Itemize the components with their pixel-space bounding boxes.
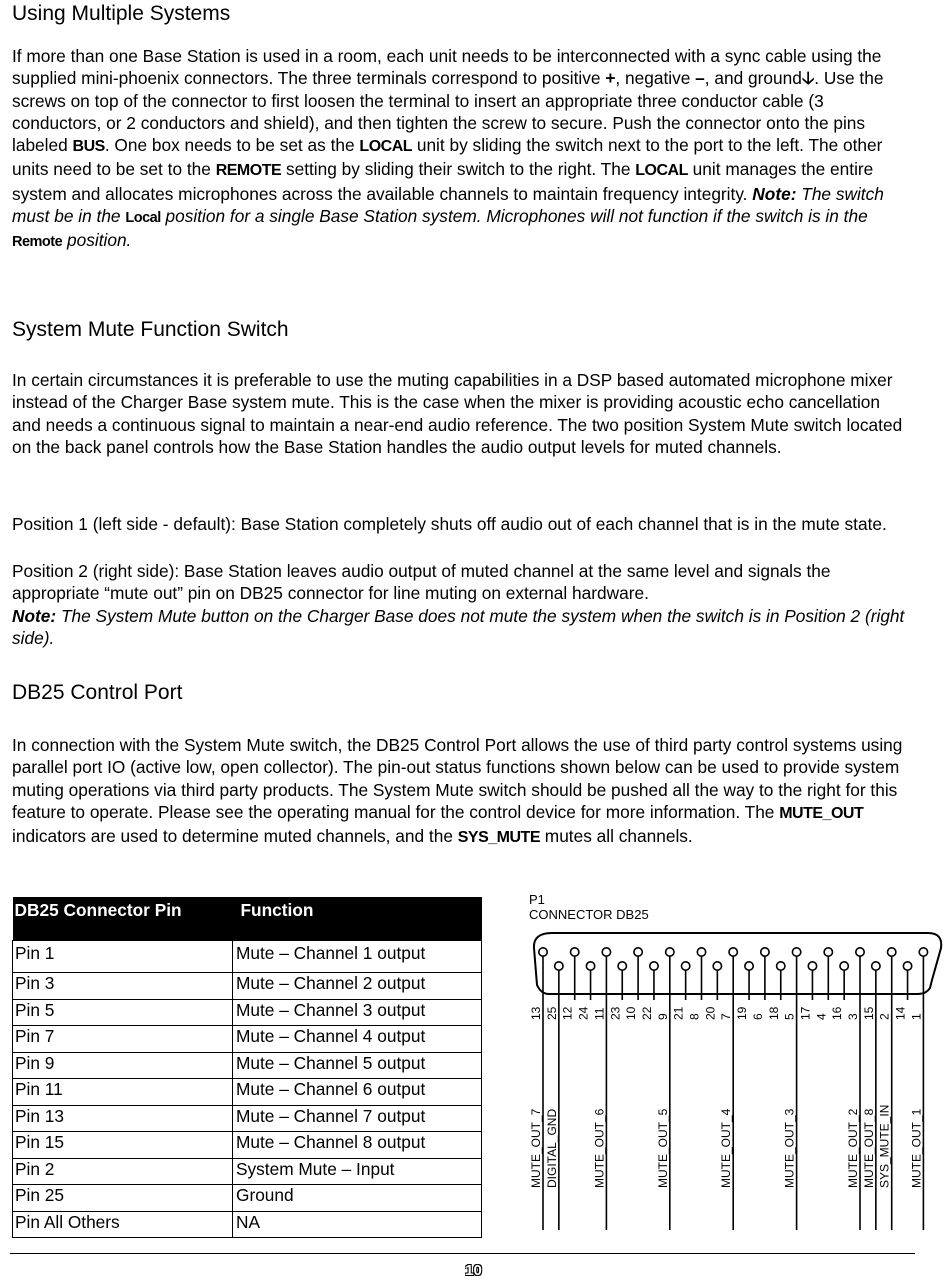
keyword-sys-mute: SYS_MUTE: [457, 829, 540, 847]
signal-label: MUTE_OUT_1: [909, 1108, 924, 1188]
header-function: Function: [233, 897, 482, 941]
pin-number-label: 18: [766, 1006, 781, 1020]
pin-cell: Pin 3: [13, 973, 233, 1000]
table-row: [13, 1052, 482, 1079]
signal-label: MUTE_OUT_7: [529, 1108, 543, 1188]
keyword-remote: REMOTE: [215, 162, 282, 180]
pin-number-label: 22: [639, 1006, 654, 1020]
pin-number-label: 23: [608, 1006, 623, 1020]
header-pin: DB25 Connector Pin: [13, 897, 233, 941]
pin-number-label: 17: [798, 1006, 813, 1020]
pin-1-contact: [919, 948, 927, 956]
table-row: [13, 973, 482, 1000]
table-row: [13, 1158, 482, 1185]
pin-16-contact: [840, 962, 848, 970]
paragraph-position-1: Position 1 (left side - default): Base Station completely shuts off audio out of each channel that is in the mute state.: [12, 514, 887, 534]
pin-number-label: 1: [909, 1013, 924, 1020]
heading-system-mute: System Mute Function Switch: [12, 318, 289, 341]
keyword-local-note: Local: [125, 210, 161, 227]
heading-multiple-systems: Using Multiple Systems: [12, 2, 231, 25]
table-row: [13, 1079, 482, 1106]
signal-label: MUTE_OUT_3: [782, 1108, 797, 1188]
pin-number-label: 24: [576, 1006, 591, 1020]
function-cell: Mute – Channel 5 output: [233, 1052, 482, 1079]
pin-19-contact: [745, 962, 753, 970]
pin-cell: Pin 7: [13, 1026, 233, 1053]
pin-number-label: 5: [782, 1013, 797, 1020]
pin-21-contact: [681, 962, 689, 970]
pin-13-contact: [539, 948, 547, 956]
keyword-mute-out: MUTE_OUT: [779, 804, 864, 822]
pin-number-label: 25: [544, 1006, 559, 1020]
table-row: [13, 941, 482, 973]
plus-symbol: +: [605, 68, 616, 89]
function-cell: NA: [233, 1211, 482, 1238]
table-row: [13, 1105, 482, 1132]
pin-number-label: 19: [735, 1006, 750, 1020]
paragraph-system-mute: In certain circumstances it is preferable to use the muting capabilities in a DSP based automated microphone mixer instead of the Charger Base system mute. This is the case when the mixer is providing acoustic echo cancellation and needs a continuous signal to maintain a near-end audio reference. The two position System Mute switch located on the back panel controls how the Base Station handles the audio output levels for muted channels.: [12, 370, 903, 457]
function-cell: Mute – Channel 2 output: [233, 973, 482, 1000]
pin-12-contact: [571, 948, 579, 956]
pin-22-contact: [650, 962, 658, 970]
pin-number-label: 12: [560, 1006, 575, 1020]
page-number: 10: [465, 1262, 482, 1279]
pin-cell: Pin 1: [13, 941, 233, 973]
pin-number-label: 14: [893, 1006, 908, 1020]
heading-db25: DB25 Control Port: [12, 681, 183, 704]
pin-8-contact: [697, 948, 705, 956]
function-cell: Mute – Channel 8 output: [233, 1132, 482, 1159]
pin-7-contact: [729, 948, 737, 956]
pin-cell: Pin 9: [13, 1052, 233, 1079]
table-row: [13, 1211, 482, 1238]
signal-label: MUTE_OUT_6: [592, 1108, 607, 1188]
function-cell: Ground: [233, 1185, 482, 1212]
paragraph-multiple-systems: If more than one Base Station is used in a room, each unit needs to be interconnected with a sync cable using the supplied mini-phoenix connectors. The three terminals correspond to positive +, negative –, and ground🡣. Use the screws on top of the connector to first loosen the terminal to insert an appropriate three conductor cable (3 conductors, or 2 conductors and shield), and then tighten the screw to secure. Push the connector onto the pins labeled BUS. One box needs to be set as the LOCAL unit by sliding the switch next to the port to the left. The other units need to be set to the REMOTE setting by sliding their switch to the right. The LOCAL unit manages the entire system and allocates microphones across the available channels to maintain frequency integrity. Note: The switch must be in the Local position for a single Base Station system. Microphones will not function if the switch is in the Remote position.: [12, 46, 884, 251]
pin-cell: Pin 2: [13, 1158, 233, 1185]
pin-6-contact: [761, 948, 769, 956]
pin-14-contact: [903, 962, 911, 970]
pin-23-contact: [618, 962, 626, 970]
pin-20-contact: [713, 962, 721, 970]
function-cell: System Mute – Input: [233, 1158, 482, 1185]
diagram-title-p1: P1: [529, 892, 545, 907]
pin-number-label: 15: [861, 1006, 876, 1020]
keyword-local: LOCAL: [359, 138, 413, 156]
note-system-mute: Note: The System Mute button on the Charger Base does not mute the system when the switch is in Position 2 (right side).: [12, 606, 905, 649]
pin-number-label: 11: [592, 1007, 607, 1020]
db25-connector-diagram: [520, 888, 947, 1238]
function-cell: Mute – Channel 6 output: [233, 1079, 482, 1106]
signal-label: MUTE_OUT_8: [861, 1108, 876, 1188]
ground-arrow-icon: 🡣: [801, 68, 815, 89]
signal-label: MUTE_OUT_4: [719, 1108, 734, 1188]
paragraph-position-2: Position 2 (right side): Base Station leaves audio output of muted channel at the same level and signals the appropriate “mute out” pin on DB25 connector for line muting on external hardware.: [12, 561, 831, 604]
pin-cell: Pin 5: [13, 999, 233, 1026]
pin-cell: Pin 25: [13, 1185, 233, 1212]
signal-label: DIGITAL_GND: [544, 1108, 559, 1188]
signal-label: MUTE_OUT_2: [846, 1108, 860, 1188]
pin-number-label: 3: [846, 1013, 860, 1020]
keyword-local-2: LOCAL: [635, 162, 688, 180]
pin-number-label: 7: [719, 1013, 734, 1020]
minus-symbol: –: [695, 68, 705, 89]
pin-cell: Pin All Others: [13, 1211, 233, 1238]
function-cell: Mute – Channel 1 output: [233, 941, 482, 973]
note-label: Note:: [752, 183, 797, 204]
keyword-remote-note: Remote: [12, 234, 63, 251]
pin-10-contact: [634, 948, 642, 956]
table-row: [13, 999, 482, 1026]
pin-cell: Pin 11: [13, 1079, 233, 1106]
table-row: [13, 1185, 482, 1212]
function-cell: Mute – Channel 7 output: [233, 1105, 482, 1132]
table-row: [13, 1026, 482, 1053]
pin-number-label: 10: [624, 1006, 639, 1020]
pin-2-contact: [888, 948, 896, 956]
pin-3-contact: [856, 948, 864, 956]
paragraph-db25: In connection with the System Mute switch, the DB25 Control Port allows the use of third party control systems using parallel port IO (active low, open collector). The pin-out status functions shown below can be used to provide system muting operations via third party products. The System Mute switch should be pushed all the way to the right for this feature to operate. Please see the operating manual for the control device for more information. The MUTE_OUT indicators are used to determine muted channels, and the SYS_MUTE mutes all channels.: [12, 735, 903, 847]
pin-number-label: 20: [703, 1006, 718, 1020]
table-header-row: [13, 897, 482, 941]
pin-25-contact: [555, 962, 563, 970]
table-row: [13, 1132, 482, 1159]
pin-number-label: 4: [814, 1013, 829, 1020]
pin-11-contact: [602, 948, 610, 956]
pin-4-contact: [824, 948, 832, 956]
pin-number-label: 16: [830, 1006, 845, 1020]
pin-cell: Pin 13: [13, 1105, 233, 1132]
pin-number-label: 2: [877, 1013, 892, 1020]
signal-label: SYS_MUTE_IN: [877, 1104, 892, 1188]
pin-number-label: 21: [671, 1006, 686, 1020]
diagram-title-connector: CONNECTOR DB25: [529, 907, 649, 922]
pin-5-contact: [792, 948, 800, 956]
connector-pins: [529, 948, 928, 1230]
keyword-bus: BUS: [72, 138, 105, 156]
footer-rule: [10, 1253, 915, 1254]
pin-18-contact: [777, 962, 785, 970]
signal-label: MUTE_OUT_5: [655, 1108, 670, 1188]
pin-15-contact: [872, 962, 880, 970]
db25-pin-table: [12, 897, 482, 1238]
function-cell: Mute – Channel 4 output: [233, 1026, 482, 1053]
pin-number-label: 13: [529, 1006, 543, 1020]
pin-number-label: 9: [655, 1013, 670, 1020]
pin-number-label: 8: [687, 1013, 702, 1020]
pin-24-contact: [586, 962, 594, 970]
pin-9-contact: [666, 948, 674, 956]
function-cell: Mute – Channel 3 output: [233, 999, 482, 1026]
pin-cell: Pin 15: [13, 1132, 233, 1159]
pin-17-contact: [808, 962, 816, 970]
pin-number-label: 6: [750, 1013, 765, 1020]
